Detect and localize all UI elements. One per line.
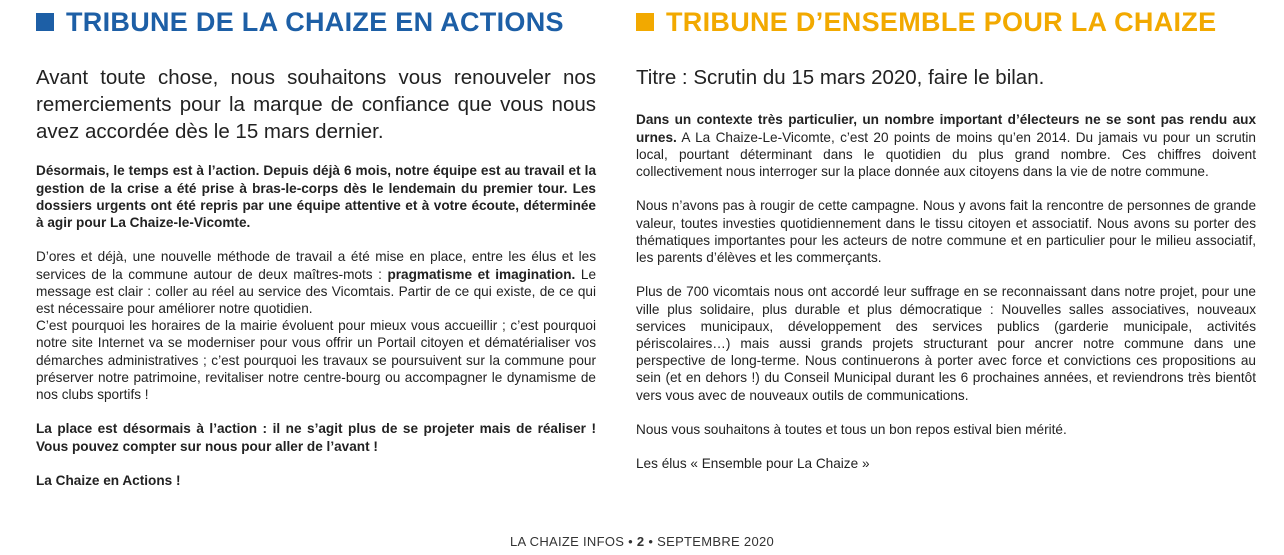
- right-body: [636, 111, 1256, 472]
- right-signature: Les élus « Ensemble pour La Chaize »: [636, 456, 870, 472]
- left-paragraph-2-end: Le message est clair : coller au réel au service des Vicomtais. Partir de ce qui existe, de ce qui est nécessaire pour améliorer notre quotidien.: [36, 266, 597, 317]
- right-lead: Titre : Scrutin du 15 mars 2020, faire le bilan.: [636, 66, 1045, 90]
- right-paragraph-1: [636, 111, 1256, 180]
- left-paragraph-1: Désormais, le temps est à l’action. Depuis déjà 6 mois, notre équipe est au travail et la gestion de la crise a été prise à bras-le-corps dès le lendemain du premier tour. Les dossiers urgents ont été repris par une équipe attentive et à votre écoute, déterminée à agir pour La Chaize-le-Vicomte.: [36, 163, 596, 231]
- tribune-ensemble-pour-la-chaize: [636, 0, 1256, 490]
- right-heading: [636, 2, 1256, 42]
- left-paragraph-3: La place est désormais à l’action : il ne s’agit plus de se projeter mais de réaliser ! Vous pouvez compter sur nous pour aller de l’avant !: [36, 421, 596, 454]
- right-paragraph-1-bold: Dans un contexte très particulier, un nombre important d’électeurs ne se sont pas rendu aux urnes.: [636, 112, 1256, 145]
- right-heading-text: TRIBUNE D’ENSEMBLE POUR LA CHAIZE: [666, 6, 1217, 37]
- left-signature: La Chaize en Actions !: [36, 473, 181, 489]
- orange-square-icon: [636, 13, 654, 31]
- right-paragraph-4: Nous vous souhaitons à toutes et tous un bon repos estival bien mérité.: [636, 422, 1067, 438]
- left-heading-text: TRIBUNE DE LA CHAIZE EN ACTIONS: [66, 6, 564, 37]
- tribune-la-chaize-en-actions: [36, 0, 596, 506]
- footer-date: • SEPTEMBRE 2020: [644, 534, 775, 549]
- left-paragraph-2-bold: pragmatisme et imagination.: [387, 266, 576, 282]
- right-paragraph-1-rest: A La Chaize-Le-Vicomte, c’est 20 points de moins qu’en 2014. Du jamais vu pour un scrutin local, pourtant déterminant dans le quotidien du plus grand nombre. Ces chiffres doivent collectivement nous interroger sur la place donnée aux citoyens dans la vie de notre commune.: [636, 129, 1256, 180]
- left-lead: Avant toute chose, nous souhaitons vous renouveler nos remerciements pour la marque de confiance que vous nous avez accordée dès le 15 mars dernier.: [36, 66, 596, 144]
- left-paragraph-2: [36, 248, 596, 403]
- blue-square-icon: [36, 13, 54, 31]
- footer-page-number: 2: [636, 534, 645, 549]
- left-paragraph-2-second: C’est pourquoi les horaires de la mairie évoluent pour mieux vous accueillir ; c’est pourquoi notre site Internet va se moderniser pour vous offrir un Portail citoyen et dématérialiser vos démarches administratives ; c’est pourquoi les travaux se poursuivent sur la commune pour préserver notre patrimoine, revitaliser notre centre-bourg ou accompagner le dynamisme de nos clubs sportifs !: [36, 318, 596, 403]
- footer-publication: LA CHAIZE INFOS •: [509, 534, 637, 549]
- page-footer: [0, 534, 1284, 549]
- left-body: [36, 162, 596, 489]
- right-paragraph-3: Plus de 700 vicomtais nous ont accordé leur suffrage en se reconnaissant dans notre projet, pour une ville plus solidaire, plus durable et plus démocratique : Nouvelles salles associatives, nouveaux services municipaux, développement des services publics (garderie municipale, activités périscolaires…) mais aussi grands projets structurant pour ancrer notre commune dans une perspective de long-terme. Nous continuerons à porter avec force et convictions ces propositions au sein (et en dehors !) du Conseil Municipal durant les 6 prochaines années, et reviendrons très bientôt vers vous avec de nouveaux outils de communications.: [636, 284, 1256, 403]
- right-paragraph-2: Nous n’avons pas à rougir de cette campagne. Nous y avons fait la rencontre de personnes de grande valeur, toutes investies quotidiennement dans le tissu citoyen et associatif. Nous avons su porter des thématiques importantes pour les acteurs de notre commune et en particulier pour le milieu associatif, les parents d’élèves et les commerçants.: [636, 198, 1256, 266]
- left-paragraph-2-start: D’ores et déjà, une nouvelle méthode de travail a été mise en place, entre les élus et les services de la commune autour de deux maîtres-mots :: [36, 249, 596, 282]
- left-heading: [36, 2, 596, 42]
